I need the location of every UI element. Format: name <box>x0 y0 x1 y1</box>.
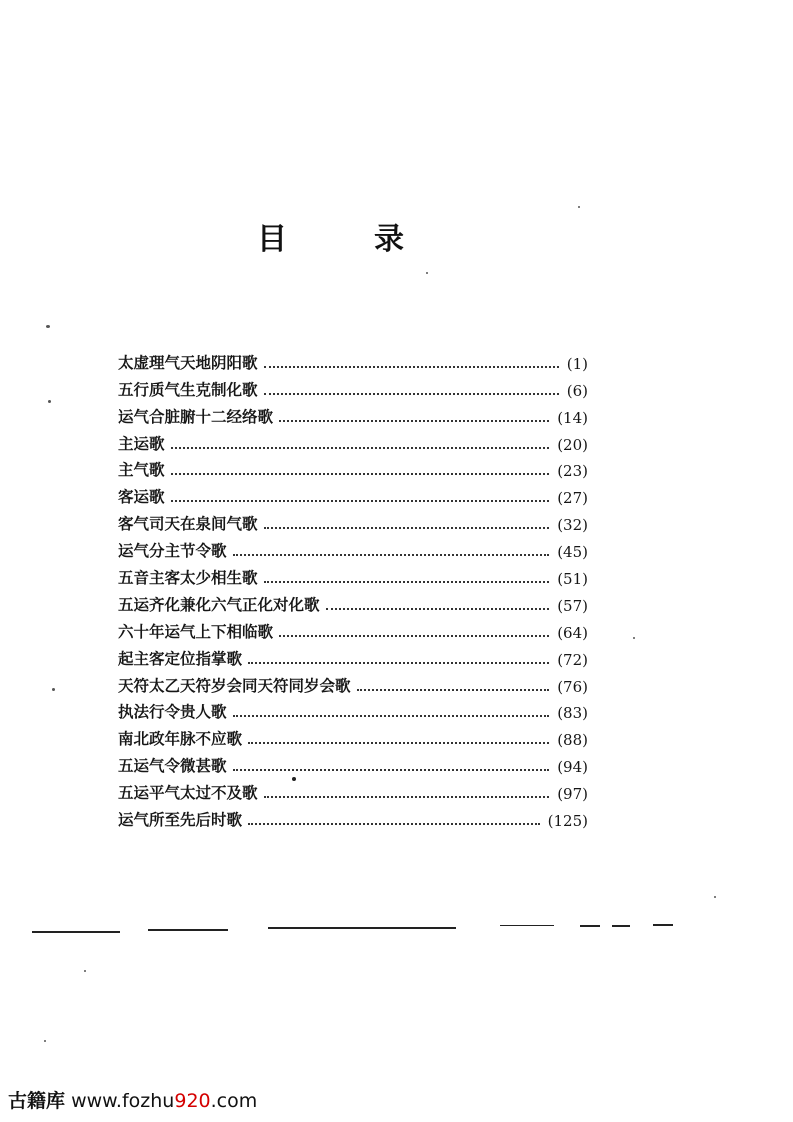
watermark-url[interactable] <box>71 1090 257 1112</box>
scan-speck <box>578 206 580 208</box>
scan-rule <box>612 925 630 927</box>
dot-leader <box>171 447 550 449</box>
toc-entry-title: 主气歌 <box>118 460 165 480</box>
dot-leader <box>233 769 550 771</box>
dot-leader <box>171 500 550 502</box>
toc-entry[interactable] <box>118 400 588 427</box>
toc-entry[interactable] <box>118 561 588 588</box>
scan-rule <box>268 927 456 929</box>
toc-entry-title: 南北政年脉不应歌 <box>118 729 243 749</box>
toc-entry-title: 客气司天在泉间气歌 <box>118 514 258 534</box>
title-char-1: 目 <box>257 222 287 257</box>
url-suffix: .com <box>210 1090 258 1112</box>
dot-leader <box>233 715 550 717</box>
toc-entry-page: (32) <box>557 516 588 535</box>
toc-entry-page: (23) <box>557 462 588 481</box>
toc-entry-page: (97) <box>557 785 588 804</box>
watermark-footer <box>8 1086 257 1116</box>
dot-leader <box>279 420 549 422</box>
toc-entry[interactable] <box>118 454 588 481</box>
dot-leader <box>264 796 550 798</box>
toc-entry[interactable] <box>118 534 588 561</box>
scan-speck <box>84 970 86 972</box>
toc-entry[interactable] <box>118 749 588 776</box>
watermark-site-name: 古籍库 <box>8 1090 66 1112</box>
toc-entry[interactable] <box>118 615 588 642</box>
toc-entry[interactable] <box>118 588 588 615</box>
toc-entry-title: 五运平气太过不及歌 <box>118 783 258 803</box>
toc-entry[interactable] <box>118 480 588 507</box>
toc-entry-page: (94) <box>557 758 588 777</box>
toc-entry-page: (45) <box>557 543 588 562</box>
toc-entry-page: (83) <box>557 704 588 723</box>
toc-entry-title: 太虚理气天地阴阳歌 <box>118 352 258 372</box>
toc-entry[interactable] <box>118 642 588 669</box>
toc-entry-title: 六十年运气上下相临歌 <box>118 621 274 641</box>
toc-entry-page: (14) <box>557 408 588 427</box>
toc-entry-page: (57) <box>557 596 588 615</box>
toc-entry-title: 客运歌 <box>118 487 165 507</box>
toc-entry-title: 运气分主节令歌 <box>118 541 227 561</box>
scan-rule <box>32 931 120 933</box>
url-number: 920 <box>174 1090 211 1112</box>
dot-leader <box>326 608 550 610</box>
scan-rule <box>500 925 554 926</box>
toc-entry[interactable] <box>118 776 588 803</box>
toc-entry-title: 五运气令微甚歌 <box>118 756 227 776</box>
scan-speck <box>44 1040 46 1042</box>
toc-entry-page: (72) <box>557 650 588 669</box>
toc-entry-page: (6) <box>566 381 588 400</box>
scan-speck <box>48 400 51 403</box>
toc-entry-title: 五运齐化兼化六气正化对化歌 <box>118 594 320 614</box>
scan-rule <box>580 925 600 927</box>
dot-leader <box>357 689 550 691</box>
dot-leader <box>264 366 559 368</box>
toc-entry-page: (20) <box>557 435 588 454</box>
toc-entry-page: (1) <box>566 354 588 373</box>
toc-entry[interactable] <box>118 803 588 830</box>
scan-speck <box>426 272 428 274</box>
scan-speck <box>292 777 296 781</box>
toc-entry-page: (64) <box>557 623 588 642</box>
dot-leader <box>264 393 559 395</box>
dot-leader <box>248 662 549 664</box>
dot-leader <box>264 527 550 529</box>
toc-entry-page: (51) <box>557 570 588 589</box>
toc-entry[interactable] <box>118 373 588 400</box>
toc-entry[interactable] <box>118 722 588 749</box>
dot-leader <box>233 554 550 556</box>
scan-speck <box>52 688 55 691</box>
toc-entry-title: 运气合脏腑十二经络歌 <box>118 406 274 426</box>
dot-leader <box>171 473 550 475</box>
toc-entry-page: (125) <box>547 812 588 831</box>
title-char-2: 录 <box>374 222 404 257</box>
toc-entry-title: 起主客定位指掌歌 <box>118 648 243 668</box>
toc-entry-page: (76) <box>557 677 588 696</box>
toc-entry-title: 五音主客太少相生歌 <box>118 568 258 588</box>
toc-entry-title: 主运歌 <box>118 433 165 453</box>
toc-entry-title: 天符太乙天符岁会同天符同岁会歌 <box>118 675 351 695</box>
toc-entry[interactable] <box>118 507 588 534</box>
dot-leader <box>248 742 549 744</box>
toc-entry[interactable] <box>118 346 588 373</box>
toc-entry[interactable] <box>118 669 588 696</box>
scan-rule <box>148 929 228 931</box>
dot-leader <box>279 635 549 637</box>
toc-entry-title: 五行质气生克制化歌 <box>118 379 258 399</box>
scan-rule <box>653 924 673 926</box>
toc-entry[interactable] <box>118 427 588 454</box>
dot-leader <box>264 581 550 583</box>
scan-speck <box>633 637 635 639</box>
toc-entry-title: 执法行令贵人歌 <box>118 702 227 722</box>
scan-speck <box>714 896 716 898</box>
dot-leader <box>248 823 540 825</box>
toc-entry-title: 运气所至先后时歌 <box>118 810 243 830</box>
page-title <box>0 218 793 262</box>
toc-entry[interactable] <box>118 696 588 723</box>
toc-entry-page: (88) <box>557 731 588 750</box>
table-of-contents <box>118 346 588 830</box>
toc-entry-page: (27) <box>557 489 588 508</box>
scan-speck <box>46 325 50 328</box>
url-prefix: www.fozhu <box>71 1090 175 1112</box>
